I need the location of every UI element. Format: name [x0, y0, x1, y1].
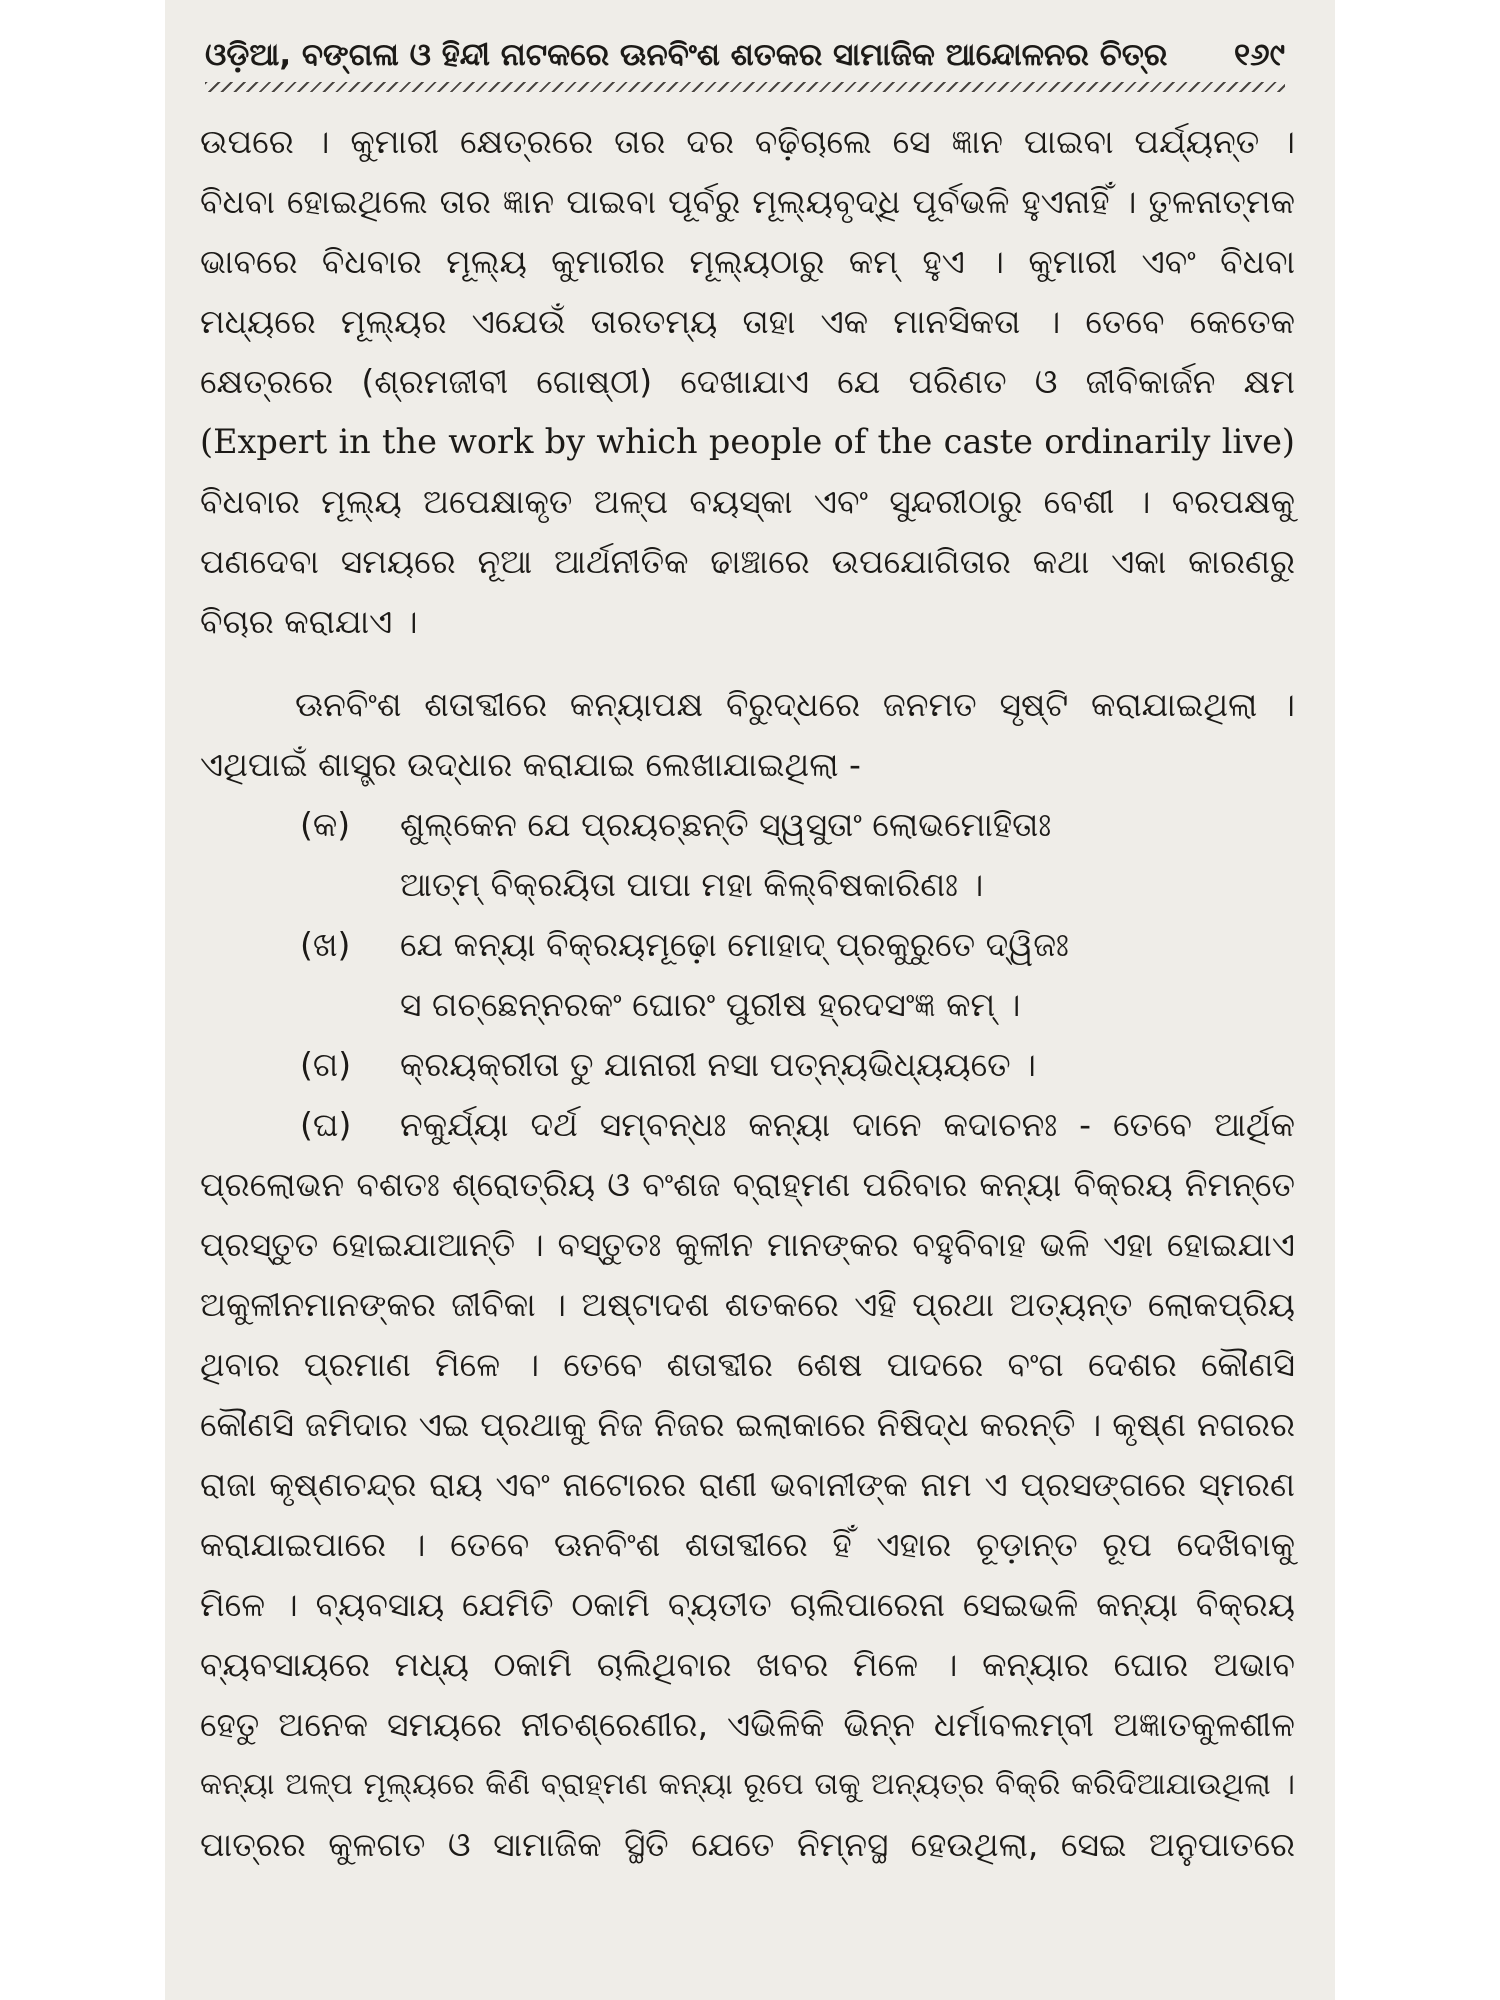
text-line: ମଧ୍ୟରେ ମୂଲ୍ୟର ଏଯେଉଁ ତାରତମ୍ୟ ତାହା ଏକ ମାନସିକତା । ତେବେ କେତେକ — [200, 302, 1295, 341]
text-line: ପାତ୍ରର କୁଳଗତ ଓ ସାମାଜିକ ସ୍ଥିତି ଯେତେ ନିମ୍ନସ୍ଥ ହେଉଥିଲା, ସେଇ ଅନୁପାତରେ — [200, 1825, 1295, 1864]
text-line: ଭାବରେ ବିଧବାର ମୂଲ୍ୟ କୁମାରୀର ମୂଲ୍ୟଠାରୁ କମ୍ ହୁଏ । କୁମାରୀ ଏବଂ ବିଧବା — [200, 242, 1295, 281]
english-quote-line: (Expert in the work by which people of the caste ordinarily live) — [200, 422, 1295, 461]
verse-line: କ୍ରୟକ୍ରୀତା ତୁ ଯାନାରୀ ନସା ପତ୍ନ୍ୟଭିଧ୍ୟୟତେ । — [400, 1045, 1036, 1084]
verse-label: (ଖ) — [300, 925, 351, 964]
text-line: ଥିବାର ପ୍ରମାଣ ମିଳେ । ତେବେ ଶତାବ୍ଦୀର ଶେଷ ପାଦରେ ବଂଗ ଦେଶର କୌଣସି — [200, 1345, 1295, 1384]
page-number: ୧୬୯ — [1233, 37, 1285, 73]
verse-label: (ଘ) — [300, 1105, 352, 1144]
verse-line: ଯେ କନ୍ୟା ବିକ୍ରୟମୂଢ଼ୋ ମୋହାଦ୍ ପ୍ରକୁରୁତେ ଦ୍ୱିଜଃ — [400, 925, 1069, 964]
text-line: ମିଳେ । ବ୍ୟବସାୟ ଯେମିତି ଠକାମି ବ୍ୟତୀତ ଚାଲିପାରେନା ସେଇଭଳି କନ୍ୟା ବିକ୍ରୟ — [200, 1585, 1295, 1624]
text-line: ଅକୁଳୀନମାନଙ୍କର ଜୀବିକା । ଅଷ୍ଟାଦଶ ଶତକରେ ଏହି ପ୍ରଥା ଅତ୍ୟନ୍ତ ଲୋକପ୍ରିୟ — [200, 1285, 1295, 1324]
text-line: ରାଜା କୃଷ୍ଣଚନ୍ଦ୍ର ରାୟ ଏବଂ ନାଟୋରର ରାଣୀ ଭବାନୀଙ୍କ ନାମ ଏ ପ୍ରସଙ୍ଗରେ ସ୍ମରଣ — [200, 1465, 1295, 1504]
decorative-divider — [205, 82, 1285, 92]
text-line: କରାଯାଇପାରେ । ତେବେ ଊନବିଂଶ ଶତାବ୍ଦୀରେ ହିଁ ଏହାର ଚୂଡ଼ାନ୍ତ ରୂପ ଦେଖିବାକୁ — [200, 1525, 1295, 1564]
text-line: ପ୍ରଲୋଭନ ବଶତଃ ଶ୍ରୋତ୍ରିୟ ଓ ବଂଶଜ ବ୍ରାହ୍ମଣ ପରିବାର କନ୍ୟା ବିକ୍ରୟ ନିମନ୍ତେ — [200, 1165, 1295, 1204]
chapter-title: ଓଡ଼ିଆ, ବଙ୍ଗଳା ଓ ହିନ୍ଦୀ ନାଟକରେ ଊନବିଂଶ ଶତକର ସାମାଜିକ ଆନ୍ଦୋଳନର ଚିତ୍ର — [205, 37, 1168, 73]
text-line: ଏଥିପାଇଁ ଶାସ୍ତ୍ର ଉଦ୍ଧାର କରାଯାଇ ଲେଖାଯାଇଥିଲା - — [200, 745, 861, 784]
verse-label: (ଗ) — [300, 1045, 352, 1084]
verse-label: (କ) — [300, 805, 351, 844]
text-line: କୌଣସି ଜମିଦାର ଏଇ ପ୍ରଥାକୁ ନିଜ ନିଜର ଇଲାକାରେ ନିଷିଦ୍ଧ କରନ୍ତି । କୃଷ୍ଣ ନଗରର — [200, 1405, 1295, 1444]
text-line: କନ୍ୟା ଅଳ୍ପ ମୂଲ୍ୟରେ କିଣି ବ୍ରାହ୍ମଣ କନ୍ୟା ରୂପେ ତାକୁ ଅନ୍ୟତ୍ର ବିକ୍ରି କରିଦିଆଯାଉଥିଲା । — [200, 1767, 1295, 1802]
verse-line: ନକୁର୍ଯ୍ୟା ଦର୍ଥ ସମ୍ବନ୍ଧଃ କନ୍ୟା ଦାନେ କଦାଚନଃ - ତେବେ ଆର୍ଥିକ — [400, 1105, 1295, 1144]
verse-line: ଆତ୍ମ୍ ବିକ୍ରୟିତା ପାପା ମହା କିଲ୍‌ବିଷକାରିଣଃ । — [400, 865, 984, 904]
text-line: ବ୍ୟବସାୟରେ ମଧ୍ୟ ଠକାମି ଚାଲିଥିବାର ଖବର ମିଳେ । କନ୍ୟାର ଘୋର ଅଭାବ — [200, 1645, 1295, 1684]
text-line: ଉପରେ । କୁମାରୀ କ୍ଷେତ୍ରରେ ତାର ଦର ବଢ଼ିଚାଲେ ସେ ଜ୍ଞାନ ପାଇବା ପର୍ଯ୍ୟନ୍ତ । — [200, 122, 1295, 161]
text-line: କ୍ଷେତ୍ରରେ (ଶ୍ରମଜୀବୀ ଗୋଷ୍ଠୀ) ଦେଖାଯାଏ ଯେ ପରିଣତ ଓ ଜୀବିକାର୍ଜନ କ୍ଷମ — [200, 362, 1295, 401]
text-line: ଊନବିଂଶ ଶତାବ୍ଦୀରେ କନ୍ୟାପକ୍ଷ ବିରୁଦ୍ଧରେ ଜନମତ ସୃଷ୍ଟି କରାଯାଇଥିଲା । — [295, 685, 1295, 724]
text-line: ବିଧବା ହୋଇଥିଲେ ତାର ଜ୍ଞାନ ପାଇବା ପୂର୍ବରୁ ମୂଲ୍ୟବୃଦ୍ଧି ପୂର୍ବଭଳି ହୁଏନାହିଁ । ତୁଳନାତ୍ମକ — [200, 182, 1295, 221]
text-line: ବିଧବାର ମୂଲ୍ୟ ଅପେକ୍ଷାକୃତ ଅଳ୍ପ ବୟସ୍କା ଏବଂ ସୁନ୍ଦରୀଠାରୁ ବେଶୀ । ବରପକ୍ଷକୁ — [200, 482, 1295, 521]
text-line: ହେତୁ ଅନେକ ସମୟରେ ନୀଚଶ୍ରେଣୀର, ଏଭିଳିକି ଭିନ୍ନ ଧର୍ମାବଲମ୍ବୀ ଅଜ୍ଞାତକୁଳଶୀଳ — [200, 1705, 1295, 1744]
running-header — [205, 30, 1285, 80]
text-line: ପଣଦେବା ସମୟରେ ନୂଆ ଆର୍ଥନୀତିକ ଢାଞ୍ଚାରେ ଉପଯୋଗିତାର କଥା ଏକା କାରଣରୁ — [200, 542, 1295, 581]
text-line: ବିଚାର କରାଯାଏ । — [200, 602, 418, 641]
book-page — [165, 0, 1335, 2000]
text-line: ପ୍ରସ୍ତୁତ ହୋଇଯାଆନ୍ତି । ବସ୍ତୁତଃ କୁଳୀନ ମାନଙ୍କର ବହୁବିବାହ ଭଳି ଏହା ହୋଇଯାଏ — [200, 1225, 1295, 1264]
verse-line: ଶୁଲ୍କେନ ଯେ ପ୍ରୟଚ୍ଛନ୍ତି ସ୍ୱସୁତାଂ ଲୋଭମୋହିତାଃ — [400, 805, 1052, 844]
verse-line: ସ ଗଚ୍ଛେନ୍ନରକଂ ଘୋରଂ ପୁରୀଷ ହ୍ରଦସଂଜ୍ଞ କମ୍ । — [400, 985, 1021, 1024]
